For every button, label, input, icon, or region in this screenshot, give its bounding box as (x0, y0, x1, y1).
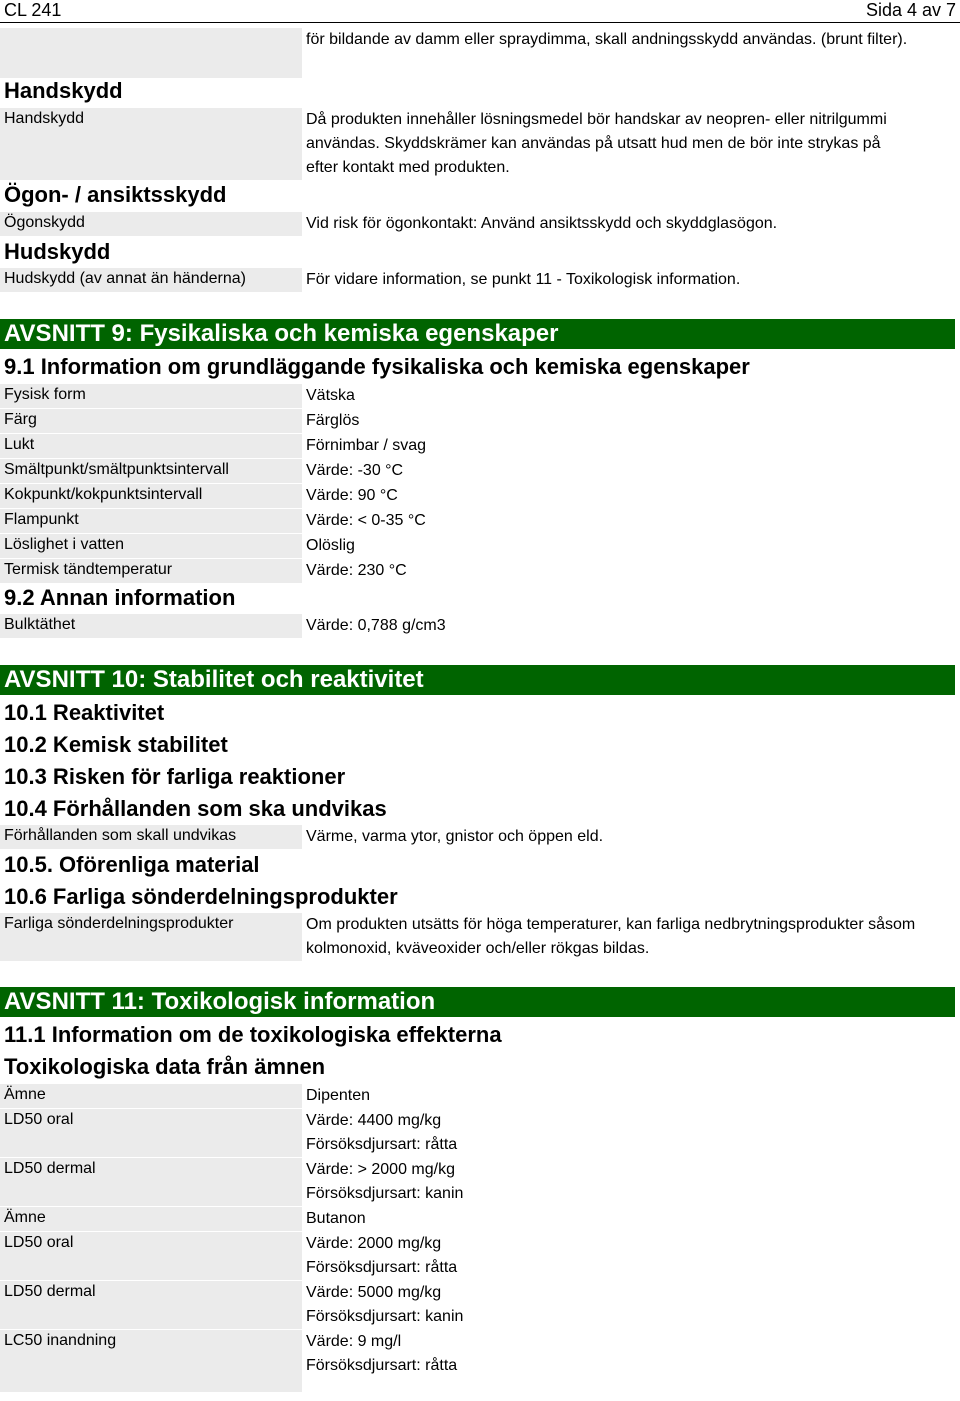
property-value: Värde: < 0-35 °C (306, 512, 426, 529)
tox-value: Värde: > 2000 mg/kg (306, 1161, 455, 1178)
conditions-label: Förhållanden som skall undvikas (0, 825, 302, 849)
tox-label: LC50 inandning (0, 1330, 302, 1392)
property-label: Smältpunkt/smältpunktsintervall (0, 459, 302, 483)
tox-label: Ämne (0, 1207, 302, 1231)
tox-value: Dipenten (306, 1087, 371, 1104)
subsection-10-3: 10.3 Risken för farliga reaktioner (4, 764, 346, 789)
subsection-10-4: 10.4 Förhållanden som ska undvikas (4, 796, 387, 821)
section-11-title: AVSNITT 11: Toxikologisk information (0, 987, 955, 1017)
subsection-11-1: 11.1 Information om de toxikologiska effekterna (4, 1022, 502, 1047)
hand-protection-text: Då produkten innehåller lösningsmedel bör handskar av neopren- eller nitrilgummi användas. Skyddskrämer kan användas på utsatt hud men de bör inte strykas på efter kontakt med produkten. (306, 111, 887, 176)
tox-value: Värde: 9 mg/l (306, 1333, 402, 1350)
bulk-density-label: Bulktäthet (0, 614, 302, 638)
tox-species: Försöksdjursart: kanin (306, 1185, 464, 1202)
property-label: Fysisk form (0, 384, 302, 408)
property-value: Färglös (306, 412, 360, 429)
tox-label: LD50 dermal (0, 1158, 302, 1206)
skin-protection-text: För vidare information, se punkt 11 - Toxikologisk information. (306, 271, 741, 288)
property-value: Olöslig (306, 537, 355, 554)
tox-label: LD50 oral (0, 1109, 302, 1157)
property-label: Löslighet i vatten (0, 534, 302, 558)
subsection-10-5: 10.5. Oförenliga material (4, 852, 260, 877)
tox-species: Försöksdjursart: råtta (306, 1357, 458, 1374)
heading-hand-protection: Handskydd (4, 78, 123, 103)
tox-species: Försöksdjursart: kanin (306, 1308, 464, 1325)
heading-eye-protection: Ögon- / ansiktsskydd (4, 182, 227, 207)
decomposition-label: Farliga sönderdelningsprodukter (0, 913, 302, 961)
page-number: Sida 4 av 7 (865, 0, 956, 20)
decomposition-value: Om produkten utsätts för höga temperaturer, kan farliga nedbrytningsprodukter såsom kolmonoxid, kväveoxider och/eller rökgas bildas. (306, 916, 916, 957)
property-value: Värde: 90 °C (306, 487, 398, 504)
eye-protection-text: Vid risk för ögonkontakt: Använd ansiktsskydd och skyddglasögon. (306, 215, 778, 232)
tox-species: Försöksdjursart: råtta (306, 1136, 458, 1153)
property-label: Termisk tändtemperatur (0, 559, 302, 583)
section-10-title: AVSNITT 10: Stabilitet och reaktivitet (0, 665, 955, 695)
subsection-9-2: 9.2 Annan information (4, 585, 236, 610)
toxicology-data-heading: Toxikologiska data från ämnen (4, 1054, 326, 1079)
tox-label: LD50 oral (0, 1232, 302, 1280)
heading-skin-protection: Hudskydd (4, 239, 111, 264)
property-value: Vätska (306, 387, 355, 404)
subsection-10-2: 10.2 Kemisk stabilitet (4, 732, 228, 757)
label-cell-blank (0, 28, 302, 78)
respiratory-text: för bildande av damm eller spraydimma, skall andningsskydd användas. (brunt filter). (306, 31, 908, 48)
property-value: Förnimbar / svag (306, 437, 427, 454)
tox-label: LD50 dermal (0, 1281, 302, 1329)
tox-value: Värde: 2000 mg/kg (306, 1235, 442, 1252)
tox-value: Butanon (306, 1210, 366, 1227)
property-label: Kokpunkt/kokpunktsintervall (0, 484, 302, 508)
property-value: Värde: -30 °C (306, 462, 404, 479)
document-id: CL 241 (4, 0, 62, 20)
tox-value: Värde: 5000 mg/kg (306, 1284, 442, 1301)
property-label: Flampunkt (0, 509, 302, 533)
property-label: Lukt (0, 434, 302, 458)
skin-protection-label: Hudskydd (av annat än händerna) (0, 268, 302, 292)
tox-value: Värde: 4400 mg/kg (306, 1112, 442, 1129)
property-label: Färg (0, 409, 302, 433)
tox-species: Försöksdjursart: råtta (306, 1259, 458, 1276)
conditions-value: Värme, varma ytor, gnistor och öppen eld. (306, 828, 604, 845)
subsection-10-6: 10.6 Farliga sönderdelningsprodukter (4, 884, 398, 909)
subsection-10-1: 10.1 Reaktivitet (4, 700, 165, 725)
hand-protection-label: Handskydd (0, 108, 302, 180)
property-value: Värde: 230 °C (306, 562, 407, 579)
subsection-9-1: 9.1 Information om grundläggande fysikaliska och kemiska egenskaper (4, 354, 750, 379)
section-9-title: AVSNITT 9: Fysikaliska och kemiska egenskaper (0, 319, 955, 349)
eye-protection-label: Ögonskydd (0, 212, 302, 236)
page-header (0, 0, 960, 23)
bulk-density-value: Värde: 0,788 g/cm3 (306, 617, 446, 634)
tox-label: Ämne (0, 1084, 302, 1108)
